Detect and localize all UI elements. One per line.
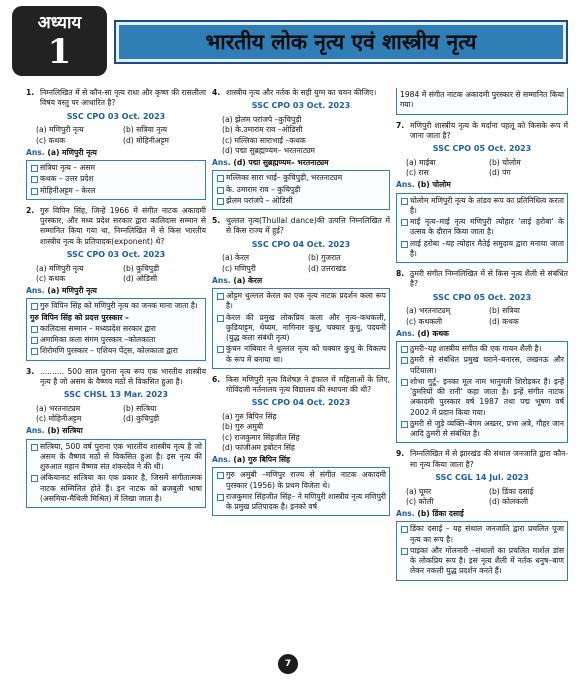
option: (a) झेलम परांजपे –कुचिपुड़ी [222, 115, 302, 125]
explanation-item: के. उमाराम राव – कुचिपुड़ी [216, 185, 386, 195]
answer-text: (b) चोलोम [417, 180, 451, 190]
option: (c) कथक [36, 135, 66, 145]
answer: Ans. (d) पद्मा सुब्रह्मण्यम– भरतनाट्यम [212, 158, 329, 168]
answer: Ans. (a) मणिपुरी नृत्य [26, 286, 97, 296]
option: (d) मोहिनीअट्टम [123, 135, 169, 145]
options [26, 404, 206, 425]
exam-tag: SSC CPO 03 Oct. 2023 [66, 249, 166, 259]
option: (a) घूमर [406, 486, 432, 496]
exam-tag: SSC CPO 04 Oct. 2023 [251, 239, 351, 249]
explanation-box [396, 521, 568, 580]
question-text: गुरु विपिन सिंह, जिन्हें 1966 में संगीत नाटक अकादमी पुरस्कार, और मध्य प्रदेश सरकार द्वारा कालिदास सम्मान से सम्मानित किया गया था, निम्नलिखित में से किस भारतीय शास्त्रीय नृत्य के प्रतिपादक(exponent) थे? [40, 205, 206, 246]
question-number: 9. [396, 449, 405, 459]
question-number: 6. [212, 374, 221, 384]
explanation-item: 1984 में संगीत नाटक अकादमी पुरस्कार से सम्मानित किया गया। [400, 90, 564, 110]
explanation-item: गुरु विपिन सिंह को मणिपुरी नृत्य का जनक माना जाता है। [30, 301, 202, 311]
explanation-item: सत्त्रिया, 500 वर्ष पुराना एक भारतीय शास्त्रीय नृत्य है जो असम के वैष्णव मठों से विकसित हुआ है। इस नृत्य की शुरुआत महान वैष्णव संत शंकरदेव ने की थी। [30, 442, 202, 473]
explanation-item: कुंचन नांबियार ने थुल्लल नृत्य को चक्यार कुथु के विकल्प के रूप में बनाया था। [216, 344, 386, 365]
question-text: मणिपुरी शास्त्रीय नृत्य के मर्दाना पहलू को किसके रूप में जाना जाता है? [410, 120, 568, 140]
exam-tag: SSC CGL 14 Jul. 2023 [435, 472, 529, 482]
chapter-title: भारतीय लोक नृत्य एवं शास्त्रीय नृत्य [205, 30, 477, 54]
explanation-heading: गुरु विपिन सिंह को प्रदत्त पुरस्कार – [30, 312, 129, 322]
answer: Ans. (a) केरल [212, 275, 263, 285]
option: (a) मणिपुरी नृत्य [36, 263, 84, 273]
option: (d) फांजीअम इबोटन सिंह [222, 442, 295, 452]
answer-text: (b) डिंका दसाई [417, 509, 464, 519]
question-text: निम्नलिखित में से झारखंड की संथाल जनजाति द्वारा कौन-सा नृत्य किया जाता है? [410, 449, 568, 469]
option: (d) पंग [489, 168, 511, 178]
column-2 [212, 88, 390, 522]
explanation-box [26, 439, 206, 509]
option: (c) राजकुमार सिंहजीत सिंह [222, 432, 300, 442]
explanation-item: ठुमरी–यह शास्त्रीय संगीत की एक गायन शैली है। [400, 344, 564, 354]
options [26, 125, 206, 146]
options [212, 412, 390, 453]
question-8 [396, 269, 568, 290]
exam-tag: SSC CPO 05 Oct. 2023 [432, 292, 532, 302]
answer-text: (a) मणिपुरी नृत्य [47, 286, 97, 296]
option: (d) ओडिसी [123, 273, 158, 283]
options [396, 487, 568, 508]
option: (a) मणिपुरी नृत्य [36, 125, 84, 135]
chapter-label: अध्याय [37, 13, 82, 33]
option: (a) माईबा [406, 157, 436, 167]
exam-tag: SSC CPO 03 Oct. 2023 [66, 111, 166, 121]
explanation-item: गुरु अमुबी –मणिपुर राज्य से संगीत नाटक अकादमी पुरस्कार (1956) के प्रथम विजेता थे। [216, 470, 386, 491]
question-number: 8. [396, 269, 405, 279]
option: (d) कथक [489, 316, 519, 326]
option: (b) गुजरात [308, 253, 341, 263]
explanation-box [212, 170, 390, 210]
explanation-box [396, 341, 568, 443]
answer: Ans. (a) मणिपुरी नृत्य [26, 147, 97, 157]
option: (a) केरल [222, 253, 250, 263]
page-number: 7 [278, 654, 298, 674]
explanation-continued [396, 88, 568, 115]
option: (c) मणिपुरी [222, 263, 256, 273]
question-text: शास्त्रीय नृत्य और नर्तक के सही युग्म का चयन कीजिए। [226, 88, 377, 97]
answer-text: (a) मणिपुरी नृत्य [47, 147, 97, 157]
option: (d) पद्मा सुब्रह्मण्यम– भरतनाट्यम [222, 145, 315, 155]
option: (a) भरतनाट्यम [36, 403, 81, 413]
explanation-item: कालिदास सम्मान – मध्यप्रदेश सरकार द्वारा [30, 324, 202, 334]
explanation-item: ठुमरी से संबंधित प्रमुख घराने–बनारस, लखनऊ और पटियाला। [400, 355, 564, 376]
option: (b) सत्रिया [489, 306, 520, 316]
chapter-number: 1 [47, 31, 72, 72]
question-3 [26, 367, 206, 388]
exam-tag: SSC CPO 05 Oct. 2023 [432, 144, 532, 153]
question-4 [212, 88, 390, 98]
explanation-item: ठुमरी से जुड़े व्यक्ति–बेगम अख्तर, प्रभा अत्रे, गौहर जान आदि ठुमरी से संबंधित है। [400, 419, 564, 440]
answer-text: (a) गुरु बिपिन सिंह [233, 455, 291, 465]
explanation-box [396, 193, 568, 264]
answer: Ans. (b) डिंका दसाई [396, 509, 464, 519]
column-1 [26, 88, 206, 514]
option: (b) सत्त्रिया [123, 403, 157, 413]
option: (d) कुचिपुड़ी [123, 414, 160, 424]
explanation-item: केरल की प्रमुख लोकप्रिय कला और नृत्य–कथकली, कुडियाट्टम, थेय्यम, नागिनार कुथु, चक्यार कुथु, पदयनी (युद्ध कला संबंधी नृत्य) [216, 313, 386, 344]
explanation-item: मल्लिका सारा भाई– कुचिपुड़ी, भरतनाट्यम [216, 173, 386, 183]
answer: Ans. (b) सत्त्रिया [26, 426, 83, 436]
option: (b) चोलोम [489, 157, 521, 167]
answer-text: (d) कथक [417, 328, 449, 338]
options [396, 158, 568, 179]
explanation-item: राजकुमार सिंहजीत सिंह– ने मणिपुरी शास्त्रीय नृत्य मणिपुरी के प्रमुख प्रतिपादक है। इनको वर्ष [216, 492, 386, 513]
chapter-header [12, 6, 568, 78]
question-number: 4. [212, 88, 221, 97]
exam-tag: SSC CPO 04 Oct. 2023 [251, 398, 351, 408]
option: (a) भरतनाट्यम् [406, 306, 451, 316]
explanation-item: मोहिनीअट्टम – केरल [30, 186, 202, 196]
explanation-item: माईं नृत्य–माई नृत्य मणिपुरी त्योहार 'लाई हरोबा' के उत्सव के दौरान किया जाता है। [400, 217, 564, 238]
explanation-item: सत्रिया नृत्य – असम [30, 163, 202, 173]
explanation-box [26, 298, 206, 360]
answer: Ans. (d) कथक [396, 328, 449, 338]
question-1 [26, 88, 206, 109]
option: (c) कोली [406, 496, 434, 506]
option: (c) मोहिनीअट्टम [36, 414, 82, 424]
option: (d) कोलकली [489, 496, 529, 506]
question-number: 1. [26, 88, 35, 97]
explanation-box [26, 160, 206, 200]
chapter-title-bar [114, 20, 568, 64]
option: (c) मल्लिका साराभाई –कथक [222, 135, 306, 145]
option: (c) कथक [36, 273, 66, 283]
options [396, 306, 568, 327]
question-7 [396, 121, 568, 142]
option: (c) कथकली [406, 316, 443, 326]
option: (b) कुचिपुड़ी [123, 263, 160, 273]
explanation-item: शोभा गुर्टू– इनका मूल नाम भानुमती शिरोड़कर है। इन्हें 'ठुमरियों की रानी' कहा जाता है। इन्हें संगीत नाटक अकादमी पुरस्कार वर्ष 1987 तथा पद्म भूषण वर्ष 2002 में प्रदान किया गया। [400, 377, 564, 418]
question-6 [212, 375, 390, 396]
question-9 [396, 449, 568, 470]
options [212, 253, 390, 274]
question-text: .......... 500 साल पुराना नृत्य रूप एक भारतीय शास्त्रीय नृत्य है जो असम के वैष्णव मठों से विकसित हुआ है। [40, 366, 206, 386]
option: (d) उत्तराखंड [308, 263, 346, 273]
explanation-box [212, 288, 390, 369]
options [212, 115, 390, 156]
explanation-item: झेलम परांजपे – ओडिसी [216, 196, 386, 206]
explanation-item: अंकियानाट सत्त्रिया का एक प्रकार है, जिसमें संगीतात्मक नाटक सम्मिलित होते हैं। इन नाटक को ब्रजबुली भाषा (असमिया-मैथिली मिश्रित) में लिखा जाता है। [30, 473, 202, 504]
question-number: 7. [396, 120, 405, 130]
option: (a) गुरु बिपिन सिंह [222, 412, 277, 422]
answer: Ans. (a) गुरु बिपिन सिंह [212, 455, 291, 465]
answer-text: (a) केरल [233, 275, 263, 285]
column-3 [396, 88, 568, 587]
answer-text: (b) सत्त्रिया [47, 426, 83, 436]
question-number: 3. [26, 366, 35, 376]
option: (b) डिंका दसाई [489, 486, 534, 496]
question-text: निम्नलिखित में से कौन-सा नृत्य राधा और कृष्ण की रासलीला विषय वस्तु पर आधारित है? [40, 88, 206, 108]
explanation-item: लाई हरोबा –यह त्योहार मैतेई समुदाय द्वारा मनाया जाता है। [400, 239, 564, 260]
question-text: ठुमरी संगीत निम्नलिखित में से किस नृत्य शैली से संबंधित है? [410, 269, 568, 289]
explanation-item: डिंका दसाई – यह संथाल जनजाति द्वारा प्रचलित पूजा नृत्य का रूप है। [400, 524, 564, 545]
exam-tag: SSC CPO 03 Oct. 2023 [251, 101, 351, 111]
exam-tag: SSC CHSL 13 Mar. 2023 [63, 390, 169, 400]
option: (b) गुरु अमुबी [222, 422, 264, 432]
answer-text: (d) पद्मा सुब्रह्मण्यम– भरतनाट्यम [233, 158, 329, 168]
explanation-item: अमामिका कला संगम पुरस्कार –कोलकाता [30, 335, 202, 345]
explanation-item: ओट्टम थुल्लल केरल का एक नृत्य नाटक प्रदर्शन कला रूप है। [216, 291, 386, 312]
options [26, 264, 206, 285]
question-2 [26, 206, 206, 247]
question-5 [212, 216, 390, 237]
option: (b) के.उमाराम राव –ओडिसी [222, 125, 303, 135]
explanation-item: पाइका और गोलनारी –संथालों का प्रचलित मार्शल डांस के लोकप्रिय रूप है। इस नृत्य शैली में नर्तक धनुष–बाण लेकर नकली युद्ध प्रदर्शन करते हैं। [400, 546, 564, 577]
explanation-item: कथक – उत्तर प्रदेश [30, 174, 202, 184]
answer: Ans. (b) चोलोम [396, 180, 451, 190]
explanation-box [212, 467, 390, 516]
question-text: किस मणिपुरी नृत्य विशेषज्ञ ने इंफाल में महिलाओं के लिए, गोविंदजी नर्तनालय नृत्य विद्यालय की स्थापना की थी? [226, 374, 390, 395]
chapter-badge [12, 6, 107, 76]
option: (b) सत्रिया नृत्य [123, 125, 168, 135]
option: (c) रास [406, 168, 429, 178]
explanation-item: शिरोमणि पुरस्कार – एशियन पेंट्स, कोलकाता द्वारा [30, 346, 202, 356]
question-number: 5. [212, 216, 221, 226]
explanation-item: चोलोम मणिपुरी नृत्य के तांडव रूप का प्रतिनिधित्व करता है। [400, 196, 564, 217]
question-text: थुल्लल नृत्य(Thullal dance)की उत्पत्ति निम्नलिखित में से किस राज्य में हुई? [226, 216, 390, 236]
question-number: 2. [26, 205, 35, 215]
